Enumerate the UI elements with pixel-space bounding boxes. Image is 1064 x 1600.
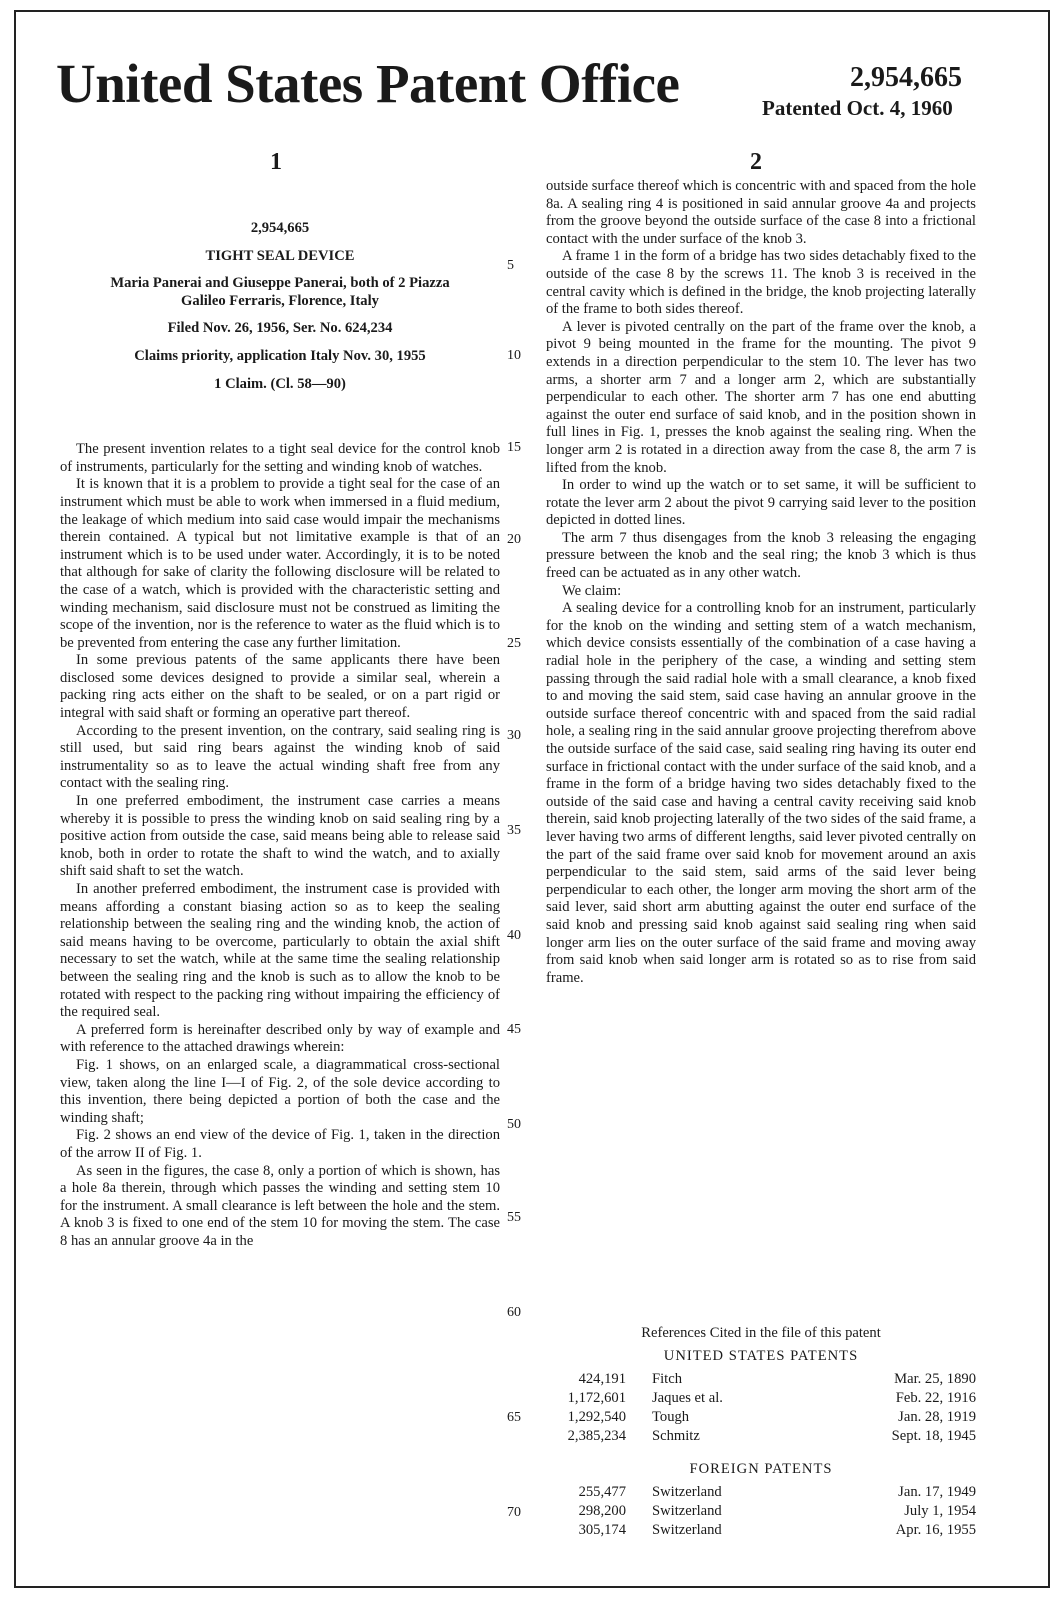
reference-row: 298,200 Switzerland July 1, 1954 (578, 1503, 976, 1519)
paragraph: In another preferred embodiment, the instrument case is provided with means affording a constant biasing action so as to keep the sealing relationship between the sealing ring and the winding knob, the action of said means having to be overcome, particularly to obtain the axial shift necessary to set the watch, while at the same time the sealing relationship between the sealing ring and the knob is such as to allow the knob to be rotated with respect to the packing ring without impairing the efficiency of the required seal. (60, 881, 500, 1021)
paragraph: A lever is pivoted centrally on the part of the frame over the knob, a pivot 9 being mounted in the frame for the mounting. The pivot 9 extends in a direction perpendicular to the stem 10. The lever has two arms, a shorter arm 7 and a longer arm 2, which are substantially perpendicular to each other. The shorter arm 7 has one end abutting against the outer end surface of said knob, and in the position shown in full lines in Fig. 1, presses the knob against the sealing ring. When the longer arm 2 is rotated in a direction away from the case 8, the arm 7 is lifted from the knob. (546, 318, 976, 476)
line-number: 5 (507, 258, 514, 273)
column-number-1: 1 (270, 149, 282, 175)
claim-text: A sealing device for a controlling knob for an instrument, particularly for the knob on the winding and setting stem of a watch mechanism, which device consists essentially of the combination of a case having a radial hole in the periphery of the case, a winding and setting stem passing through the said radial hole with a small clearance, a knob fixed to and moving the said stem, said case having an annular groove in the outside surface thereof concentric with and spaced from the said radial hole, a sealing ring in the said annular groove projecting therefrom above the outside surface of the said case, said sealing ring having its outer end surface in frictional contact with the under surface of the said knob, and a frame in the form of a bridge having two sides detachably fixed to the outside of the said case and having a central cavity receiving said knob therein, said knob projecting laterally of the two sides of the said frame, a lever having two arms of different lengths, said lever pivoted centrally on the part of the said frame over said knob for movement around an axis perpendicular to the said stem, said arms of the said lever being perpendicular to each other, the longer arm moving the short arm of the said lever, said short arm abutting against the outer end surface of the said knob and pressing said knob against said sealing ring when said longer arm lies on the outer surface of the said frame and moving away from said knob when said longer arm is rotated so as to rise from said frame. (546, 600, 976, 986)
reference-row: 255,477 Switzerland Jan. 17, 1949 (578, 1484, 976, 1500)
line-number: 35 (507, 823, 521, 838)
patent-title: TIGHT SEAL DEVICE (205, 247, 355, 264)
inventors-line-1: Maria Panerai and Giuseppe Panerai, both of 2 Piazza (110, 275, 450, 292)
reference-row: 305,174 Switzerland Apr. 16, 1955 (578, 1522, 976, 1538)
line-number: 15 (507, 440, 521, 455)
line-number: 50 (507, 1117, 521, 1132)
line-number: 30 (507, 728, 521, 743)
paragraph: In order to wind up the watch or to set same, it will be sufficient to rotate the lever arm 2 about the pivot 9 carrying said lever to the position depicted in dotted lines. (546, 477, 976, 529)
line-number: 70 (507, 1505, 521, 1520)
line-number: 40 (507, 928, 521, 943)
foreign-patents-heading: FOREIGN PATENTS (689, 1461, 833, 1477)
office-heading: United States Patent Office (56, 53, 680, 114)
reference-row: 424,191 Fitch Mar. 25, 1890 (578, 1371, 976, 1387)
line-number: 25 (507, 636, 521, 651)
paragraph: A frame 1 in the form of a bridge has two sides detachably fixed to the outside of the case 8 by the screws 11. The knob 3 is received in the central cavity which is defined in the bridge, the knob projecting laterally of the frame to both sides thereof. (546, 248, 976, 318)
reference-row: 1,172,601 Jaques et al. Feb. 22, 1916 (567, 1390, 976, 1406)
line-number: 45 (507, 1022, 521, 1037)
title-block (60, 220, 500, 393)
line-number: 65 (507, 1410, 521, 1425)
patented-date: Patented Oct. 4, 1960 (762, 96, 953, 120)
references-heading: References Cited in the file of this patent (641, 1325, 881, 1341)
priority-line: Claims priority, application Italy Nov. 30, 1955 (134, 347, 426, 364)
paragraph: As seen in the figures, the case 8, only a portion of which is shown, has a hole 8a therein, through which passes the winding and setting stem 10 for the instrument. A small clearance is left between the hole and the stem. A knob 3 is fixed to one end of the stem 10 for moving the stem. The case 8 has an annular groove 4a in the (60, 1162, 500, 1249)
paragraph: outside surface thereof which is concentric with and spaced from the hole 8a. A sealing ring 4 is positioned in said annular groove 4a and projects from the groove beyond the outside surface of the case 8 into a frictional contact with the under surface of the knob 3. (546, 178, 976, 247)
paragraph: It is known that it is a problem to provide a tight seal for the case of an instrument which must be able to work when immersed in a fluid medium, the leakage of which medium into said case would impair the mechanisms therein contained. A typical but not limitative example is that of an instrument which is to be used under water. Accordingly, it is to be noted that although for sake of clarity the following disclosure will be related to the case of a watch, which is provided with the characteristic setting and winding mechanism, said disclosure must not be construed as limiting the scope of the invention, nor is the reference to water as the fluid which is to be prevented from entering the case any further limitation. (60, 476, 500, 651)
paragraph: The present invention relates to a tight seal device for the control knob of instruments, particularly for the setting and winding knob of watches. (60, 441, 500, 475)
paragraph: The arm 7 thus disengages from the knob 3 releasing the engaging pressure between the knob and the seal ring; the knob 3 which is thus freed can be actuated as in any other watch. (546, 529, 976, 582)
paragraph: Fig. 1 shows, on an enlarged scale, a diagrammatical cross-sectional view, taken along the line I—I of Fig. 2, of the sole device according to this invention, there being depicted a portion of both the case and the winding shaft; (60, 1056, 500, 1126)
right-column (546, 178, 976, 987)
paragraph: In one preferred embodiment, the instrument case carries a means whereby it is possible to press the winding knob on said sealing ring by a positive action from outside the case, said means being able to release said knob, both in order to rotate the shaft to wind the watch, and to axially shift said shaft to set the watch. (60, 793, 500, 880)
paragraph: A preferred form is hereinafter described only by way of example and with reference to the attached drawings wherein: (60, 1021, 500, 1056)
inventors-line-2: Galileo Ferraris, Florence, Italy (181, 292, 379, 309)
line-number: 60 (507, 1305, 521, 1320)
line-number: 20 (507, 532, 521, 547)
paragraph: In some previous patents of the same applicants there have been disclosed some devices designed to provide a similar seal, wherein a packing ring acts either on the shaft to be sealed, or on a part rigid or integral with said shaft or forming an operative part thereof. (60, 652, 500, 722)
paragraph: Fig. 2 shows an end view of the device of Fig. 1, taken in the direction of the arrow II of Fig. 1. (60, 1127, 500, 1161)
title-number: 2,954,665 (250, 220, 310, 236)
reference-row: 1,292,540 Tough Jan. 28, 1919 (567, 1409, 976, 1425)
patent-number: 2,954,665 (850, 62, 962, 93)
paragraph: According to the present invention, on the contrary, said sealing ring is still used, but said ring bears against the winding knob of said instrumentality so as to leave the actual winding shaft free from any contact with the sealing ring. (60, 722, 500, 792)
claim-line: 1 Claim. (Cl. 58—90) (214, 375, 346, 392)
line-number: 55 (507, 1210, 521, 1225)
reference-row: 2,385,234 Schmitz Sept. 18, 1945 (567, 1428, 976, 1444)
left-column (60, 220, 500, 1250)
column-number-2: 2 (750, 149, 762, 175)
references-cited (546, 1325, 976, 1541)
line-number: 10 (507, 348, 521, 363)
claim-intro: We claim: (562, 582, 622, 599)
us-patents-heading: UNITED STATES PATENTS (663, 1348, 859, 1364)
filed-line: Filed Nov. 26, 1956, Ser. No. 624,234 (167, 320, 393, 337)
